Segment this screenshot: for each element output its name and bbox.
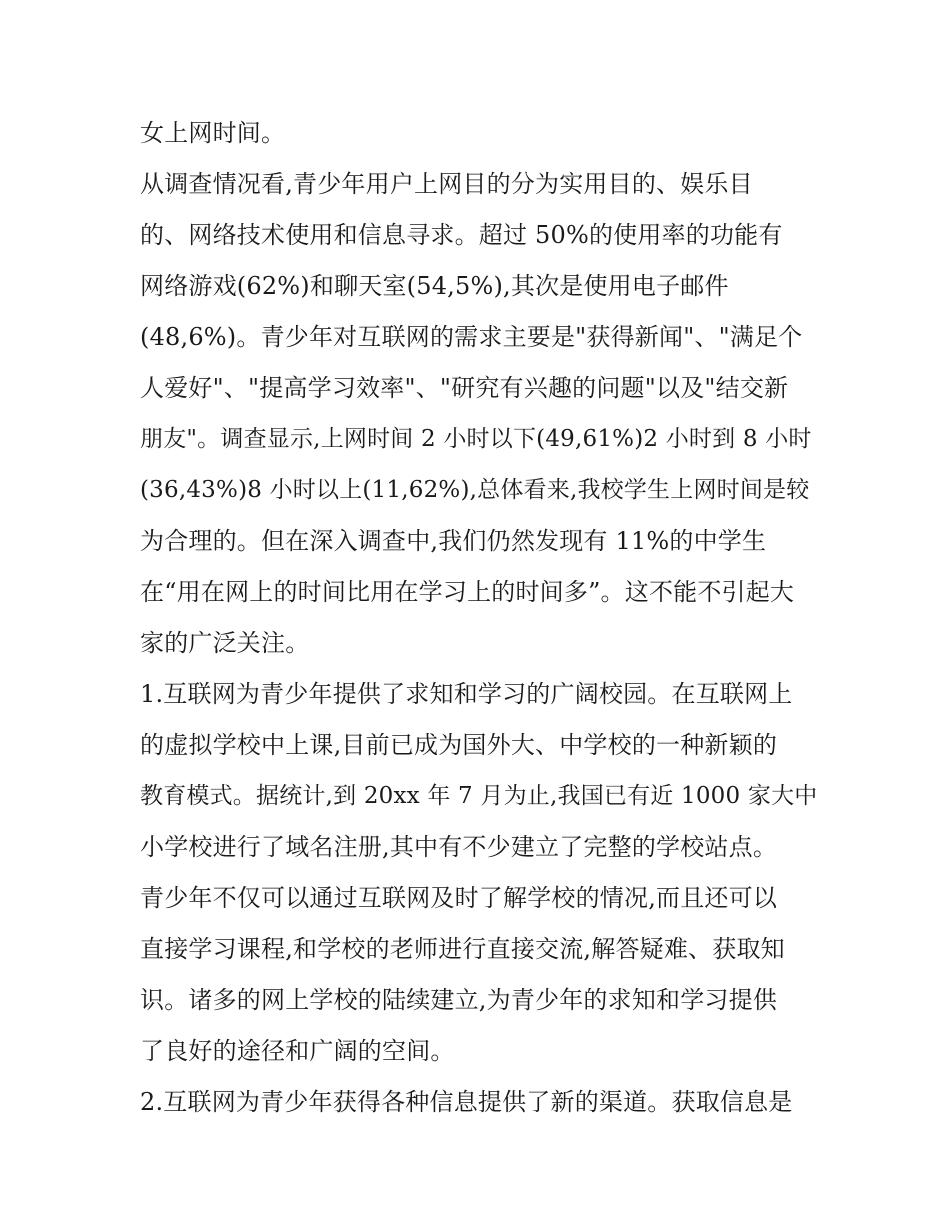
document-body [140, 108, 820, 1128]
text-line: 朋友"。调查显示,上网时间 2 小时以下(49,61%)2 小时到 8 小时 [140, 426, 812, 452]
text-line: 女上网时间。 [140, 119, 286, 147]
text-line: 了良好的途径和广阔的空间。 [140, 1037, 455, 1065]
text-line: (48,6%)。青少年对互联网的需求主要是"获得新闻"、"满足个 [140, 323, 803, 351]
text-line: 人爱好"、"提高学习效率"、"研究有兴趣的问题"以及"结交新 [140, 374, 789, 402]
text-line: 小学校进行了域名注册,其中有不少建立了完整的学校站点。 [140, 833, 778, 861]
text-line: 青少年不仅可以通过互联网及时了解学校的情况,而且还可以 [140, 884, 778, 912]
text-line: (36,43%)8 小时以上(11,62%),总体看来,我校学生上网时间是较 [140, 477, 810, 503]
text-line: 的虚拟学校中上课,目前已成为国外大、中学校的一种新颖的 [140, 731, 778, 759]
text-line: 2.互联网为青少年获得各种信息提供了新的渠道。获取信息是 [140, 1088, 793, 1116]
text-line: 为合理的。但在深入调查中,我们仍然发现有 11%的中学生 [140, 527, 767, 555]
text-line: 识。诸多的网上学校的陆续建立,为青少年的求知和学习提供 [140, 986, 778, 1014]
text-line: 1.互联网为青少年提供了求知和学习的广阔校园。在互联网上 [140, 680, 793, 708]
text-line: 直接学习课程,和学校的老师进行直接交流,解答疑难、获取知 [140, 935, 785, 963]
text-line: 从调查情况看,青少年用户上网目的分为实用目的、娱乐目 [140, 170, 753, 198]
text-line: 的、网络技术使用和信息寻求。超过 50%的使用率的功能有 [140, 221, 783, 249]
text-line: 家的广泛关注。 [140, 629, 310, 657]
text-line: 教育模式。据统计,到 20xx 年 7 月为止,我国已有近 1000 家大中 [140, 783, 818, 809]
text-line: 在“用在网上的时间比用在学习上的时间多”。这不能不引起大 [140, 578, 795, 606]
text-line: 网络游戏(62%)和聊天室(54,5%),其次是使用电子邮件 [140, 272, 729, 300]
